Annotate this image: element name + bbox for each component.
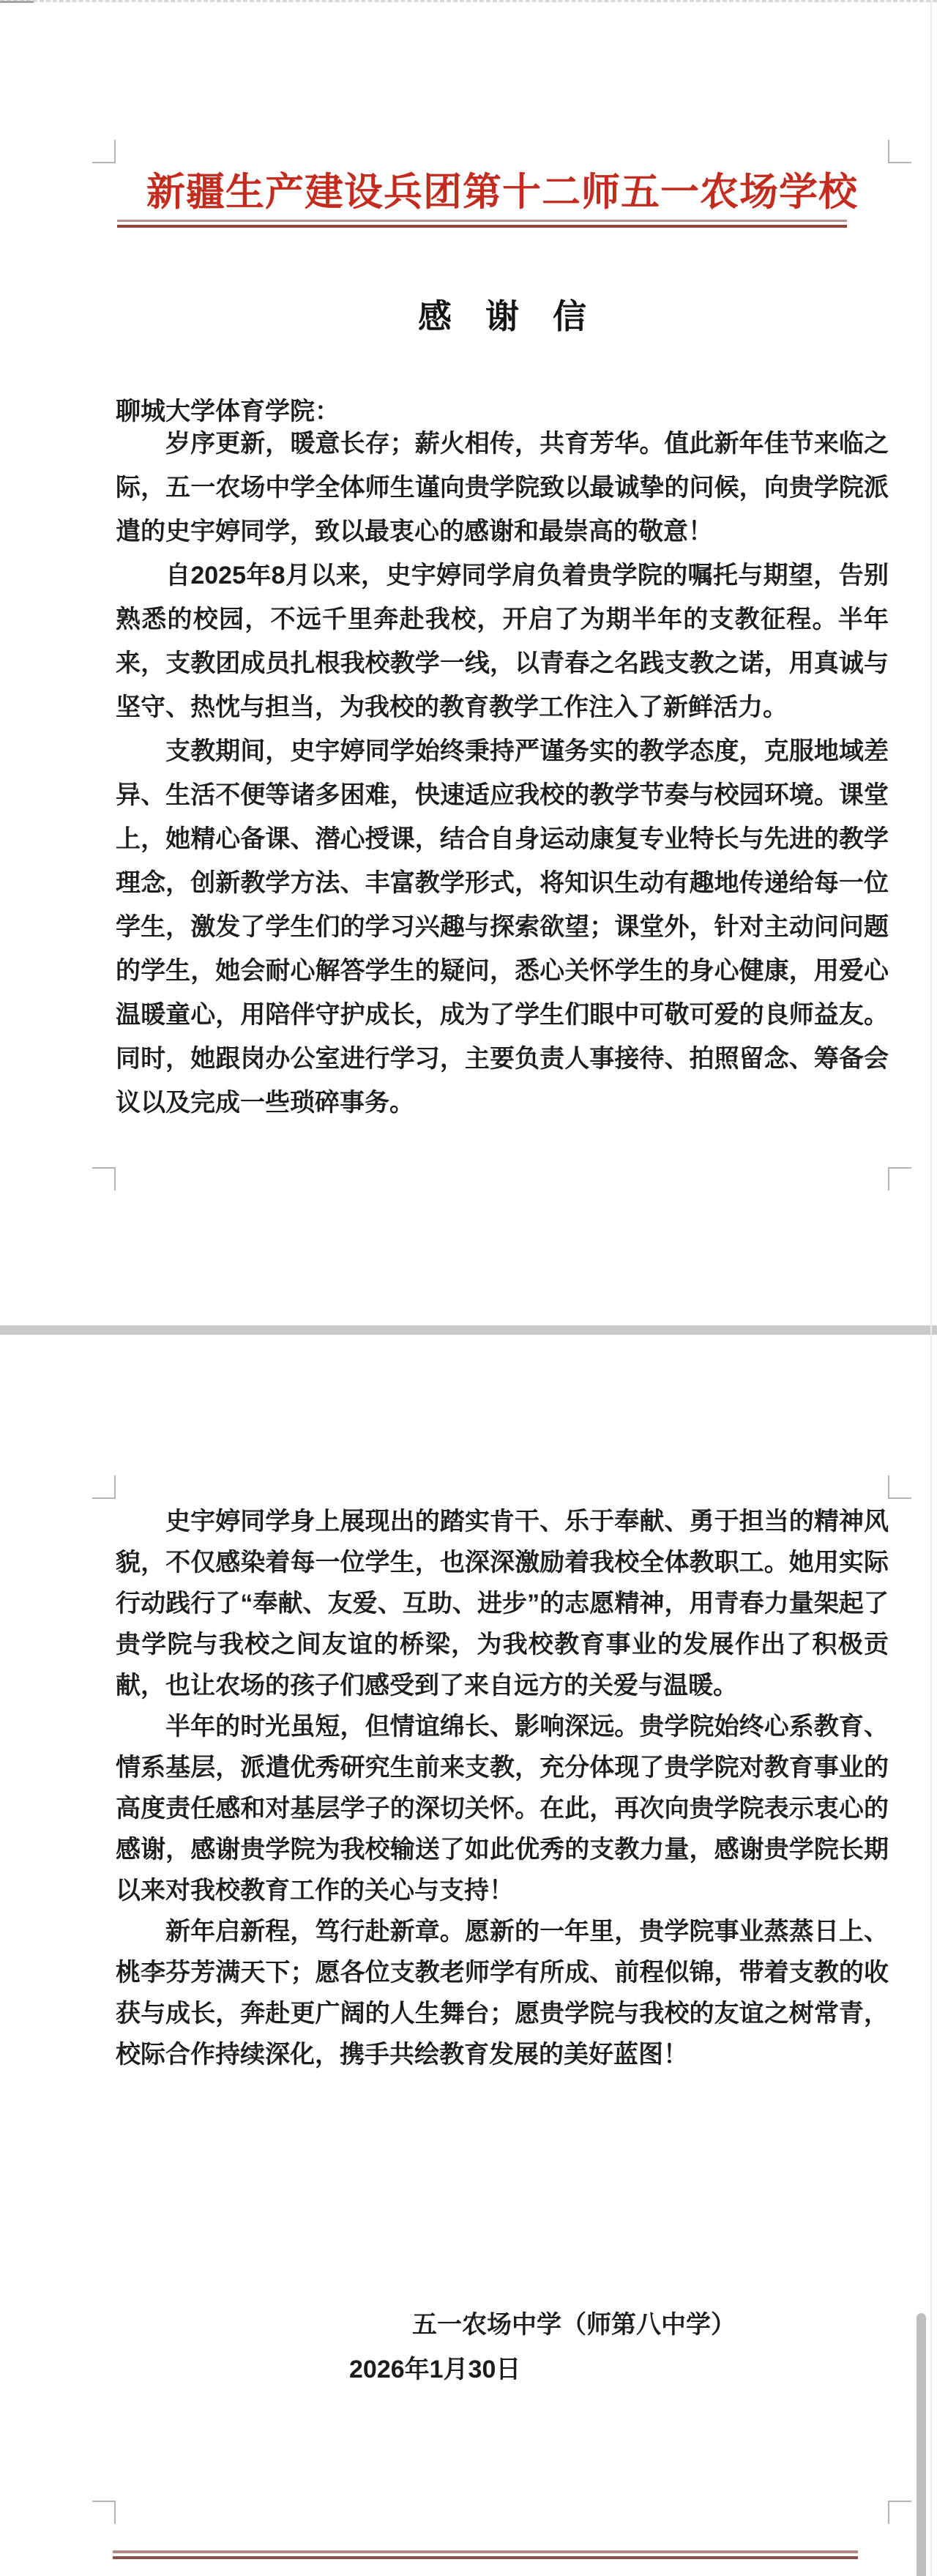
- signature-school: 五一农场中学（师第八中学）: [412, 2311, 736, 2339]
- crop-mark-icon: [92, 140, 116, 163]
- paragraph: 岁序更新，暖意长存；薪火相传，共育芳华。值此新年佳节来临之际，五一农场中学全体师生谨向贵学院致以最诚挚的问候，向贵学院派遣的史宇婷同学，致以最衷心的感谢和最崇高的敬意！: [116, 430, 889, 546]
- paragraph: 支教期间，史宇婷同学始终秉持严谨务实的教学态度，克服地域差异、生活不便等诸多困难，快速适应我校的教学节奏与校园环境。课堂上，她精心备课、潜心授课，结合自身运动康复专业特长与先进的教学理念，创新教学方法、丰富教学形式，将知识生动有趣地传递给每一位学生，激发了学生们的学习兴趣与探索欲望；课堂外，针对主动问问题的学生，她会耐心解答学生的疑问，悉心关怀学生的身心健康，用爱心温暖童心，用陪伴守护成长，成为了学生们眼中可敬可爱的良师益友。同时，她跟岗办公室进行学习，主要负责人事接待、拍照留念、筹备会议以及完成一些琐碎事务。: [116, 737, 889, 1117]
- paragraph: 自2025年8月以来，史宇婷同学肩负着贵学院的嘱托与期望，告别熟悉的校园，不远千里奔赴我校，开启了为期半年的支教征程。半年来，支教团成员扎根我校教学一线，以青春之名践支教之诺，用真诚与坚守、热忱与担当，为我校的教育教学工作注入了新鲜活力。: [116, 562, 889, 721]
- signature-date: 2026年1月30日: [349, 2356, 521, 2383]
- crop-mark-icon: [888, 1475, 911, 1499]
- scrollbar-track[interactable]: [930, 0, 932, 2576]
- letter-title: 感 谢 信: [418, 297, 586, 335]
- footer-rule-upper: [113, 2550, 858, 2553]
- crop-mark-icon: [888, 1167, 911, 1191]
- page-separator: [0, 1325, 937, 1335]
- page1-body: [116, 422, 889, 1125]
- crop-mark-icon: [92, 1475, 116, 1499]
- letterhead-school-name: 新疆生产建设兵团第十二师五一农场学校: [146, 171, 858, 214]
- paragraph: 新年启新程，笃行赴新章。愿新的一年里，贵学院事业蒸蒸日上、桃李芬芳满天下；愿各位支教老师学有所成、前程似锦，带着支教的收获与成长，奔赴更广阔的人生舞台；愿贵学院与我校的友谊之树常青，校际合作持续深化，携手共绘教育发展的美好蓝图！: [116, 1918, 889, 2069]
- footer-rule-lower: [113, 2556, 858, 2559]
- crop-mark-icon: [888, 2501, 911, 2524]
- paragraph: 半年的时光虽短，但情谊绵长、影响深远。贵学院始终心系教育、情系基层，派遣优秀研究生前来支教，充分体现了贵学院对教育事业的高度责任感和对基层学子的深切关怀。在此，再次向贵学院表示衷心的感谢，感谢贵学院为我校输送了如此优秀的支教力量，感谢贵学院长期以来对我校教育工作的关心与支持！: [116, 1713, 889, 1905]
- scrollbar-thumb[interactable]: [917, 2313, 926, 2576]
- salutation: 聊城大学体育学院：: [116, 398, 340, 425]
- page2-body: [116, 1501, 889, 2075]
- crop-mark-icon: [92, 1167, 116, 1191]
- crop-mark-icon: [888, 140, 911, 163]
- letterhead-rule-upper: [117, 220, 847, 222]
- crop-mark-icon: [92, 2501, 116, 2524]
- page-boundary-dash-segment: [0, 1, 34, 3]
- letterhead-rule-lower: [117, 225, 847, 228]
- page-boundary-dashed-line: [0, 0, 937, 2]
- paragraph: 史宇婷同学身上展现出的踏实肯干、乐于奉献、勇于担当的精神风貌，不仅感染着每一位学生，也深深激励着我校全体教职工。她用实际行动践行了“奉献、友爱、互助、进步”的志愿精神，用青春力量架起了贵学院与我校之间友谊的桥梁，为我校教育事业的发展作出了积极贡献，也让农场的孩子们感受到了来自远方的关爱与温暖。: [116, 1508, 889, 1700]
